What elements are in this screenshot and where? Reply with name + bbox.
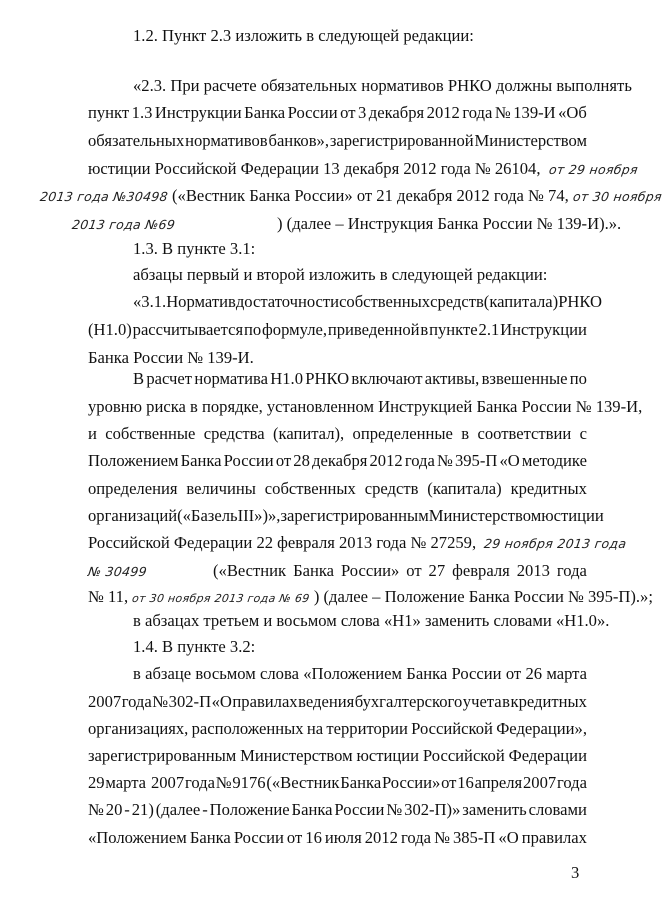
word: соответствии xyxy=(477,424,572,443)
word: кредитных xyxy=(510,692,587,711)
word: величины xyxy=(186,479,256,498)
word: приведенной xyxy=(327,320,420,339)
word: нормативов xyxy=(185,131,268,150)
word: средств xyxy=(364,479,419,498)
handwritten-annotation: 2013 года №30498 xyxy=(39,189,169,204)
word: 302-П)» xyxy=(404,800,461,819)
word: средств xyxy=(430,292,484,311)
text-segment: («Вестник Банка России» от 21 декабря 2012 года № 74, xyxy=(172,186,569,205)
word: Федерации xyxy=(508,746,587,765)
word: 2012 xyxy=(426,103,460,122)
justified-line xyxy=(133,369,587,388)
word: года xyxy=(184,773,215,792)
word: апреля xyxy=(474,773,523,792)
word: учета xyxy=(462,692,502,711)
word: Министерством xyxy=(428,506,542,525)
justified-line xyxy=(88,719,587,738)
word: 29 xyxy=(88,773,105,792)
word: обязательных xyxy=(88,131,185,150)
word: Министерством xyxy=(240,746,353,765)
justified-line xyxy=(88,479,587,498)
word: Инструкции xyxy=(154,103,242,122)
word: № xyxy=(88,800,104,819)
word: (капитала) xyxy=(483,292,559,311)
word: юстиции xyxy=(356,746,420,765)
word: «О xyxy=(498,828,519,847)
word: «О xyxy=(499,451,520,470)
word: 139-И xyxy=(513,103,556,122)
word: Положение xyxy=(209,800,290,819)
word: Норматив xyxy=(166,292,236,311)
word: Банка xyxy=(291,800,333,819)
word: декабря xyxy=(312,451,368,470)
word: на xyxy=(306,719,324,738)
word: России» xyxy=(381,773,441,792)
word: № xyxy=(436,451,453,470)
word: абзаце xyxy=(145,664,192,683)
word: № xyxy=(494,103,511,122)
word: года xyxy=(556,561,587,580)
text-line xyxy=(88,587,653,606)
word: определения xyxy=(88,479,178,498)
word: года xyxy=(404,451,435,470)
text-line xyxy=(40,186,662,205)
word: («Вестник xyxy=(266,773,340,792)
word: года xyxy=(462,103,493,122)
word: РНКО xyxy=(305,369,350,388)
word: 27 xyxy=(428,561,446,580)
word: марта xyxy=(546,664,587,683)
text-line xyxy=(72,214,175,233)
word: 2.1 xyxy=(478,320,500,339)
word: 2012 xyxy=(364,828,398,847)
word: расчет xyxy=(146,369,193,388)
word: ведения xyxy=(298,692,355,711)
word: зарегистрированной xyxy=(329,131,474,150)
text-line: Банка России № 139-И. xyxy=(88,348,254,367)
word: заменить xyxy=(462,800,527,819)
word: В xyxy=(133,369,145,388)
word: Инструкции xyxy=(500,320,587,339)
word: 2013 xyxy=(516,561,550,580)
word: от xyxy=(406,561,422,580)
word: июля xyxy=(324,828,362,847)
word: 20 xyxy=(105,800,123,819)
word: от xyxy=(340,103,356,122)
justified-line xyxy=(88,320,587,339)
word: слова xyxy=(260,664,299,683)
word: № xyxy=(386,800,403,819)
word: 1.3 xyxy=(131,103,153,122)
text-line: 1.4. В пункте 3.2: xyxy=(133,637,256,656)
text-line: 1.3. В пункте 3.1: xyxy=(133,239,256,258)
word: 21) xyxy=(131,800,154,819)
word: Н1.0 xyxy=(270,369,303,388)
word: III»)», xyxy=(237,506,281,525)
handwritten-annotation: от 29 ноября xyxy=(547,162,639,177)
justified-line xyxy=(88,746,587,765)
word: России xyxy=(223,451,274,470)
text-line: 1.2. Пункт 2.3 изложить в следующей редакции: xyxy=(133,26,474,45)
text-line xyxy=(88,159,638,178)
word: «Об xyxy=(558,103,587,122)
word: 395-П xyxy=(454,451,498,470)
handwritten-annotation: 29 ноября 2013 года xyxy=(483,536,628,551)
word: Российской xyxy=(422,746,505,765)
word: 302-П xyxy=(168,692,212,711)
text-line xyxy=(88,561,147,580)
word: (далее xyxy=(155,800,201,819)
justified-line xyxy=(133,292,603,311)
word: от xyxy=(275,451,292,470)
word: в xyxy=(420,320,429,339)
word: 9176 xyxy=(232,773,266,792)
justified-line xyxy=(88,506,604,525)
word: в xyxy=(461,424,470,443)
word: собственные xyxy=(105,424,196,443)
word: 3 xyxy=(358,103,367,122)
justified-line xyxy=(88,424,587,443)
word: пункте xyxy=(429,320,478,339)
page-number: 3 xyxy=(571,863,580,882)
word: зарегистрированным xyxy=(88,746,237,765)
word: средства xyxy=(203,424,265,443)
word: «3.1. xyxy=(133,292,167,311)
handwritten-annotation: от 30 ноября xyxy=(571,189,663,204)
word: РНКО xyxy=(558,292,603,311)
word: («Вестник xyxy=(213,561,287,580)
word: рассчитывается xyxy=(132,320,244,339)
justified-line xyxy=(213,561,587,580)
word: марта xyxy=(105,773,147,792)
handwritten-annotation: 2013 года №69 xyxy=(71,217,177,232)
justified-line xyxy=(88,828,587,847)
word: по xyxy=(569,369,587,388)
word: № xyxy=(434,828,450,847)
text-segment: Российской Федерации 22 февраля 2013 года № 27259, xyxy=(88,533,477,552)
text-line: уровню риска в порядке, установленном Инструкцией Банка России № 139-И, xyxy=(88,397,643,416)
word: «Положением xyxy=(303,664,403,683)
justified-line xyxy=(88,103,587,122)
word: Федерации», xyxy=(496,719,587,738)
handwritten-annotation: № 30499 xyxy=(87,564,148,579)
word: зарегистрированным xyxy=(280,506,429,525)
word: правилах xyxy=(232,692,298,711)
word: от xyxy=(441,773,457,792)
justified-line xyxy=(88,773,587,792)
word: Министерством xyxy=(474,131,587,150)
word: № xyxy=(152,692,169,711)
word: кредитных xyxy=(510,479,587,498)
word: России xyxy=(233,828,284,847)
word: - xyxy=(124,800,130,819)
word: словами xyxy=(528,800,587,819)
word: Банка xyxy=(180,451,222,470)
word: организаций xyxy=(88,506,178,525)
word: года xyxy=(556,773,587,792)
word: 2012 xyxy=(369,451,403,470)
word: пункт xyxy=(88,103,130,122)
justified-line xyxy=(88,800,587,819)
word: Банка xyxy=(244,103,286,122)
word: юстиции xyxy=(541,506,604,525)
word: взвешенные xyxy=(481,369,568,388)
word: «Положением xyxy=(88,828,187,847)
word: Положением xyxy=(88,451,179,470)
word: Банка xyxy=(406,664,448,683)
word: - xyxy=(202,800,208,819)
word: территории xyxy=(326,719,408,738)
word: декабря xyxy=(368,103,425,122)
word: собственных xyxy=(264,479,356,498)
word: 2007 xyxy=(88,692,122,711)
word: 16 xyxy=(457,773,474,792)
word: методике xyxy=(521,451,587,470)
word: активы, xyxy=(424,369,480,388)
word: определенные xyxy=(352,424,453,443)
word: (Н1.0) xyxy=(88,320,132,339)
word: (капитал), xyxy=(272,424,345,443)
text-line: в абзацах третьем и восьмом слова «Н1» заменить словами «Н1.0». xyxy=(133,611,610,630)
word: года xyxy=(400,828,432,847)
word: норматива xyxy=(194,369,268,388)
word: и xyxy=(88,424,97,443)
word: от xyxy=(286,828,303,847)
word: 28 xyxy=(293,451,310,470)
word: правилах xyxy=(521,828,587,847)
word: (капитала) xyxy=(427,479,502,498)
word: бухгалтерского xyxy=(354,692,463,711)
text-segment: юстиции Российской Федерации 13 декабря 2012 года № 26104, xyxy=(88,159,541,178)
word: банков», xyxy=(268,131,329,150)
justified-line xyxy=(88,451,587,470)
word: России xyxy=(451,664,502,683)
word: включают xyxy=(351,369,423,388)
word: Банка xyxy=(340,773,382,792)
word: России xyxy=(334,800,385,819)
word: от xyxy=(505,664,522,683)
word: 2007 xyxy=(522,773,557,792)
word: в xyxy=(502,692,510,711)
word: 16 xyxy=(305,828,322,847)
word: по xyxy=(244,320,262,339)
text-segment: № 11, xyxy=(88,587,129,606)
word: собственных xyxy=(339,292,431,311)
justified-line xyxy=(88,692,587,711)
word: № xyxy=(215,773,232,792)
word: февраля xyxy=(452,561,510,580)
word: достаточности xyxy=(235,292,340,311)
word: 2007 xyxy=(146,773,185,792)
word: с xyxy=(579,424,587,443)
word: восьмом xyxy=(195,664,256,683)
word: 385-П xyxy=(452,828,496,847)
justified-line xyxy=(133,664,587,683)
word: 26 xyxy=(525,664,543,683)
word: расположенных xyxy=(191,719,304,738)
text-line xyxy=(88,533,627,552)
text-line: ) (далее – Инструкция Банка России № 139-И).». xyxy=(277,214,622,233)
word: в xyxy=(133,664,141,683)
word: России xyxy=(287,103,338,122)
word: года xyxy=(121,692,152,711)
text-line: абзацы первый и второй изложить в следующей редакции: xyxy=(133,265,548,284)
word: формуле, xyxy=(262,320,328,339)
word: России» xyxy=(340,561,400,580)
word: Российской xyxy=(411,719,493,738)
word: Банка xyxy=(293,561,335,580)
justified-line xyxy=(88,131,587,150)
handwritten-annotation: от 30 ноября 2013 года № 69 xyxy=(131,592,311,605)
text-line: «2.3. При расчете обязательных нормативов РНКО должны выполнять xyxy=(133,76,632,95)
word: Банка xyxy=(189,828,231,847)
word: «О xyxy=(211,692,232,711)
word: («Базель xyxy=(177,506,238,525)
text-segment: ) (далее – Положение Банка России № 395-П).»; xyxy=(313,587,653,606)
word: организациях, xyxy=(88,719,189,738)
